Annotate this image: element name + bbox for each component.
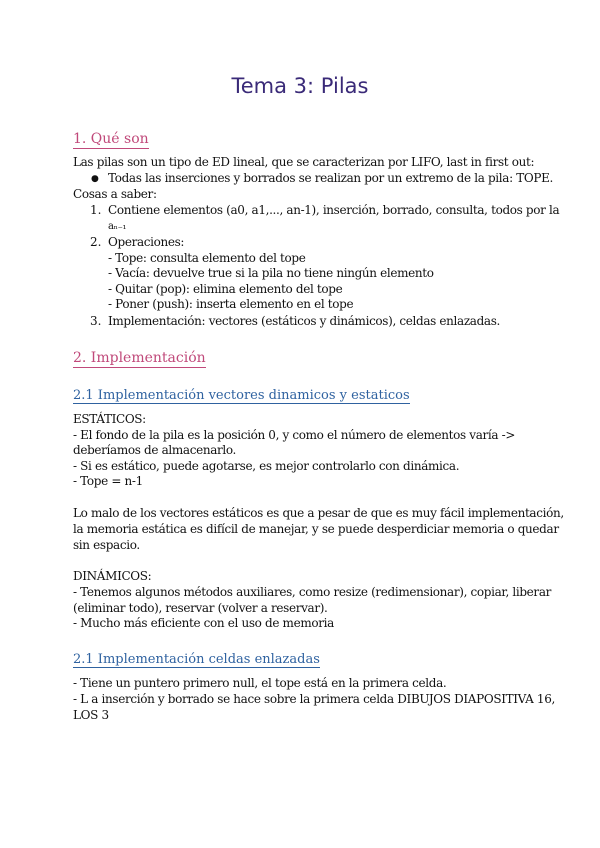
section-heading-que-son: 1. Qué son <box>73 131 149 147</box>
subsection-heading-celdas: 2.1 Implementación celdas enlazadas <box>73 652 320 667</box>
list-item-1-line-2: aₙ₋₁ <box>108 221 127 232</box>
page-title: Tema 3: Pilas <box>231 74 369 98</box>
sub2-line: LOS 3 <box>73 708 109 722</box>
sub1-line: ESTÁTICOS: <box>73 412 146 426</box>
sub2-line: - Tiene un puntero primero null, el tope está en la primera celda. <box>73 676 447 690</box>
intro-text: Las pilas son un tipo de ED lineal, que se caracterizan por LIFO, last in first out: <box>73 155 535 169</box>
list-item-1-line-1: Contiene elementos (a0, a1,..., an-1), inserción, borrado, consulta, todos por la <box>108 203 560 217</box>
sub1-line: Lo malo de los vectores estáticos es que a pesar de que es muy fácil implementación, <box>73 506 564 520</box>
list-number-2: 2. <box>90 235 102 249</box>
list-number-1: 1. <box>90 203 102 217</box>
bullet-dot: ● <box>91 174 99 184</box>
sub1-line: - El fondo de la pila es la posición 0, y como el número de elementos varía -> <box>73 428 516 442</box>
sub1-line: DINÁMICOS: <box>73 569 152 583</box>
cosas-label: Cosas a saber: <box>73 187 157 201</box>
list-number-3: 3. <box>90 314 102 328</box>
subsection-heading-vectores: 2.1 Implementación vectores dinamicos y estaticos <box>73 388 410 403</box>
sub1-line: (eliminar todo), reservar (volver a reservar). <box>73 601 328 615</box>
list-item-2-line-2: - Tope: consulta elemento del tope <box>108 251 306 265</box>
sub1-line: - Mucho más eficiente con el uso de memoria <box>73 616 334 630</box>
list-item-2-line-5: - Poner (push): inserta elemento en el tope <box>108 297 354 311</box>
sub1-line: la memoria estática es difícil de manejar, y se puede desperdiciar memoria o quedar <box>73 522 559 536</box>
sub1-line: - Tenemos algunos métodos auxiliares, como resize (redimensionar), copiar, liberar <box>73 585 552 599</box>
bullet-text: Todas las inserciones y borrados se realizan por un extremo de la pila: TOPE. <box>108 171 553 185</box>
sub1-line: - Tope = n-1 <box>73 474 143 488</box>
sub1-line: - Si es estático, puede agotarse, es mejor controlarlo con dinámica. <box>73 459 460 473</box>
section-heading-implementacion: 2. Implementación <box>73 350 206 366</box>
list-item-2-line-3: - Vacía: devuelve true si la pila no tiene ningún elemento <box>108 266 434 280</box>
sub1-line: deberíamos de almacenarlo. <box>73 443 237 457</box>
list-item-3-line-1: Implementación: vectores (estáticos y dinámicos), celdas enlazadas. <box>108 314 501 328</box>
list-item-2-line-4: - Quitar (pop): elimina elemento del tope <box>108 282 343 296</box>
sub2-line: - L a inserción y borrado se hace sobre la primera celda DIBUJOS DIAPOSITIVA 16, <box>73 692 555 706</box>
list-item-2-line-1: Operaciones: <box>108 235 185 249</box>
sub1-line: sin espacio. <box>73 538 140 552</box>
